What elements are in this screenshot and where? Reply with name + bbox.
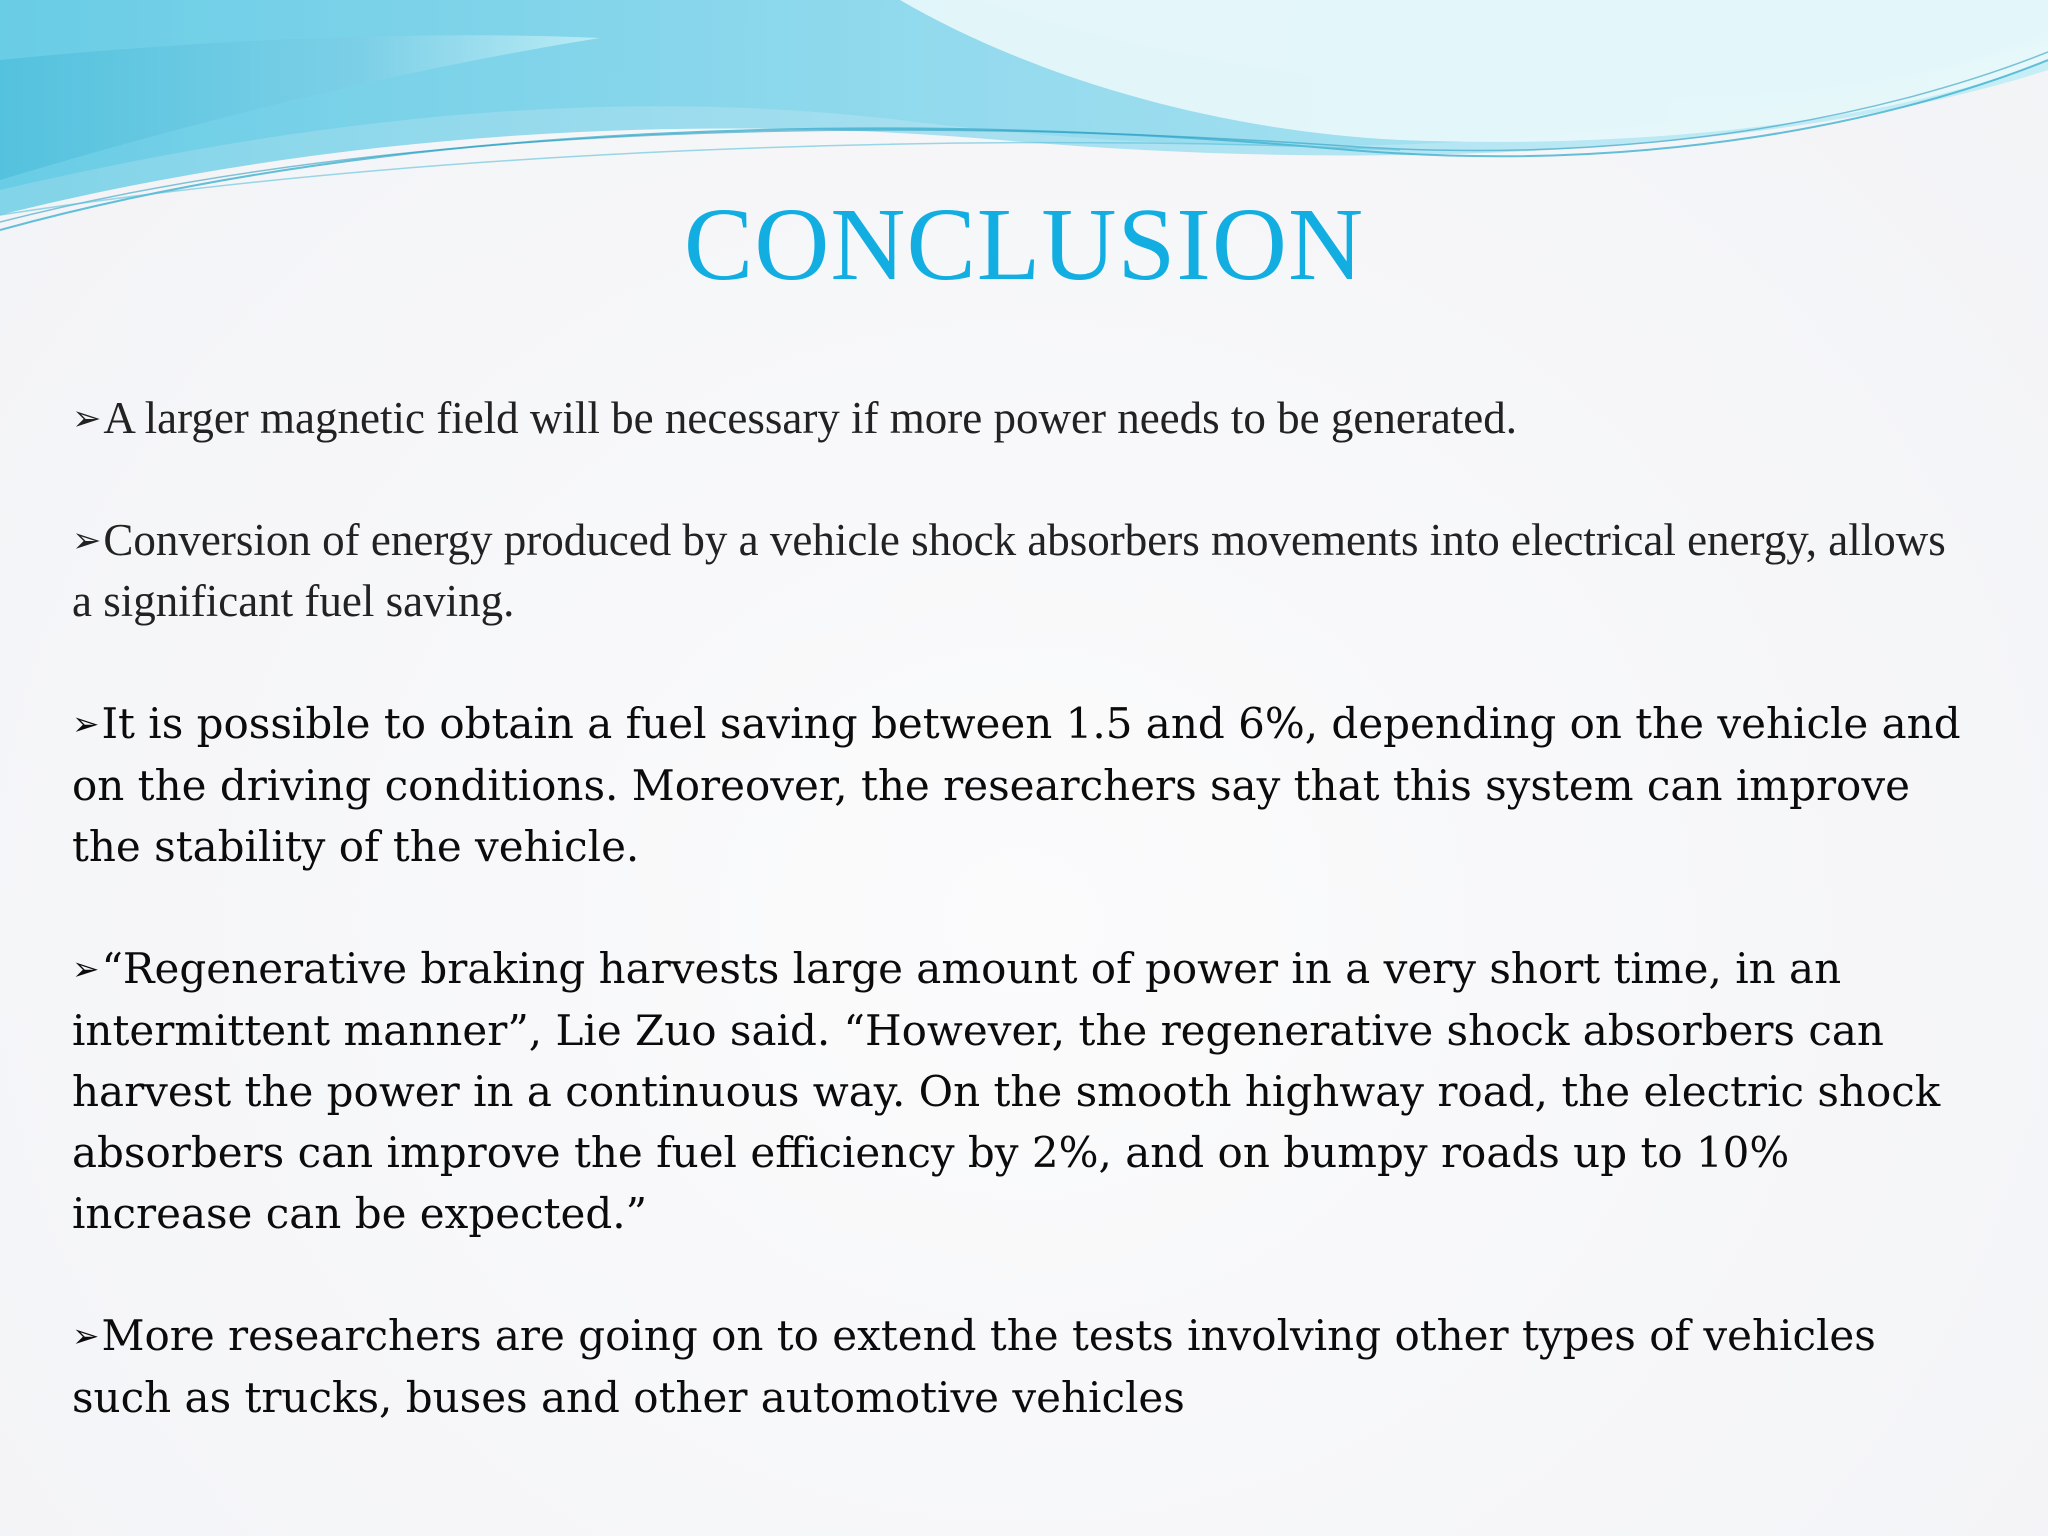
bullet-text: A larger magnetic field will be necessary if more power needs to be generated. (103, 393, 1518, 443)
bullet-item (72, 693, 1972, 877)
arrow-bullet-icon: ➢ (72, 398, 102, 439)
bullet-text: “Regenerative braking harvests large amount of power in a very short time, in an intermittent manner”, Lie Zuo said. “However, the regenerative shock absorbers can harvest the power in a continuous way. On the smooth highway road, the electric shock absorbers can improve the fuel efficiency by 2%, and on bumpy roads up to 10% increase can be expected.” (72, 944, 1941, 1238)
arrow-bullet-icon: ➢ (72, 1317, 100, 1355)
slide-title: CONCLUSION (683, 187, 1365, 302)
arrow-bullet-icon: ➢ (72, 520, 102, 561)
bullet-text: More researchers are going on to extend the tests involving other types of vehicles such as trucks, buses and other automotive vehicles (72, 1311, 1876, 1422)
bullet-text: Conversion of energy produced by a vehicle shock absorbers movements into electrical energy, allows a significant fuel saving. (72, 515, 1946, 626)
bullet-item (72, 938, 1972, 1244)
bullet-item (72, 1305, 1972, 1428)
arrow-bullet-icon: ➢ (72, 705, 100, 743)
bullet-list (72, 388, 1972, 1428)
arrow-bullet-icon: ➢ (72, 950, 100, 988)
bullet-item (72, 510, 1972, 632)
bullet-text: It is possible to obtain a fuel saving between 1.5 and 6%, depending on the vehicle and on the driving conditions. Moreover, the researchers say that this system can improve the stability of the vehicle. (72, 699, 1961, 871)
bullet-item (72, 388, 1972, 449)
